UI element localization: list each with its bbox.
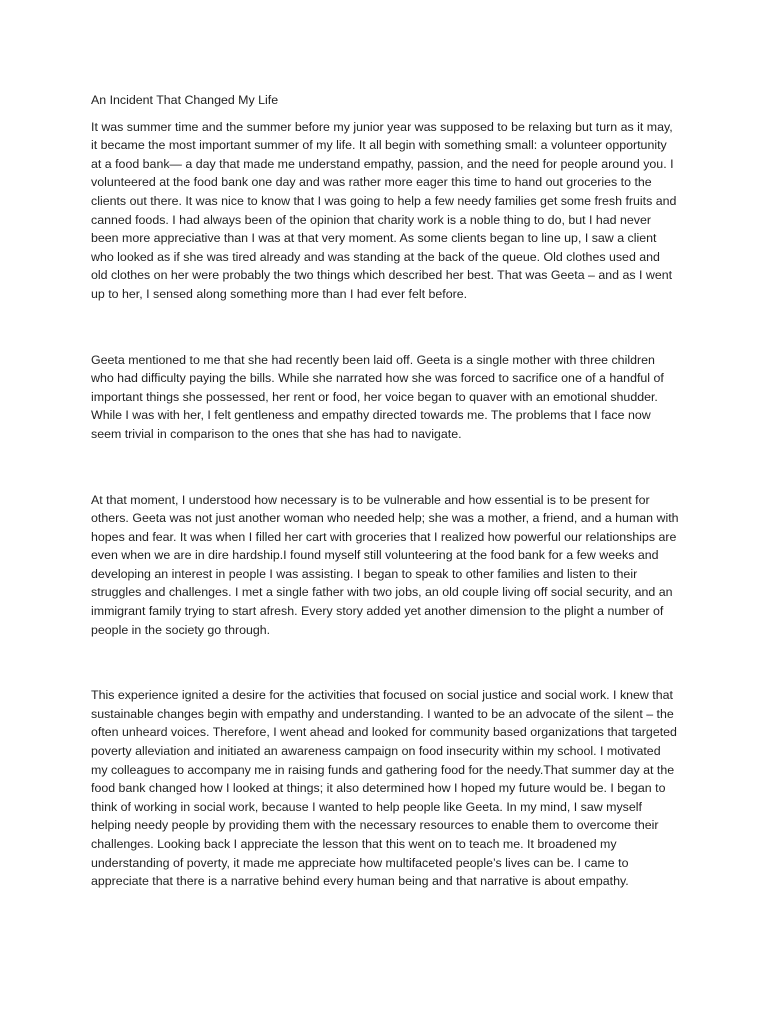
document-title: An Incident That Changed My Life — [91, 93, 279, 107]
document-body — [91, 91, 679, 938]
paragraph-3: At that moment, I understood how necessary is to be vulnerable and how essential is to be present for others. Geeta was not just another woman who needed help; she was a mother, a friend, and a human with hopes and fear. It was when I filled her cart with groceries that I realized how powerful our relationships are even when we are in dire hardship.I found myself still volunteering at the food bank for a few weeks and developing an interest in people I was assisting. I began to speak to other families and listen to their struggles and challenges. I met a single father with two jobs, an old couple living off social security, and an immigrant family trying to start afresh. Every story added yet another dimension to the plight a number of people in the society go through. — [91, 492, 679, 637]
paragraph-2: Geeta mentioned to me that she had recently been laid off. Geeta is a single mother with three children who had difficulty paying the bills. While she narrated how she was forced to sacrifice one of a handful of important things she possessed, her rent or food, her voice began to quaver with an emotional shudder. While I was with her, I felt gentleness and empathy directed towards me. The problems that I face now seem trivial in comparison to the ones that she has had to navigate. — [91, 352, 664, 441]
paragraph-1: It was summer time and the summer before my junior year was supposed to be relaxing but turn as it may, it became the most important summer of my life. It all begin with something small: a volunteer opportunity at a food bank— a day that made me understand empathy, passion, and the need for people around you. I volunteered at the food bank one day and was rather more eager this time to hand out groceries to the clients out there. It was nice to know that I was going to help a few needy families get some fresh fruits and canned foods. I had always been of the opinion that charity work is a noble thing to do, but I had never been more appreciative than I was at that very moment. As some clients began to line up, I saw a client who looked as if she was tired already and was standing at the back of the queue. Old clothes used and old clothes on her were probably the two things which described her best. That was Geeta – and as I went up to her, I sensed along something more than I had ever felt before. — [91, 119, 677, 301]
paragraph-4: This experience ignited a desire for the activities that focused on social justice and social work. I knew that sustainable changes begin with empathy and understanding. I wanted to be an advocate of the silent – the often unheard voices. Therefore, I went ahead and looked for community based organizations that targeted poverty alleviation and initiated an awareness campaign on food insecurity within my school. I motivated my colleagues to accompany me in raising funds and gathering food for the needy.That summer day at the food bank changed how I looked at things; it also determined how I hoped my future would be. I began to think of working in social work, because I wanted to help people like Geeta. In my mind, I saw myself helping needy people by providing them with the necessary resources to enable them to overcome their challenges. Looking back I appreciate the lesson that this went on to teach me. It broadened my understanding of poverty, it made me appreciate how multifaceted people’s lives can be. I came to appreciate that there is a narrative behind every human being and that narrative is about empathy. — [91, 688, 677, 889]
